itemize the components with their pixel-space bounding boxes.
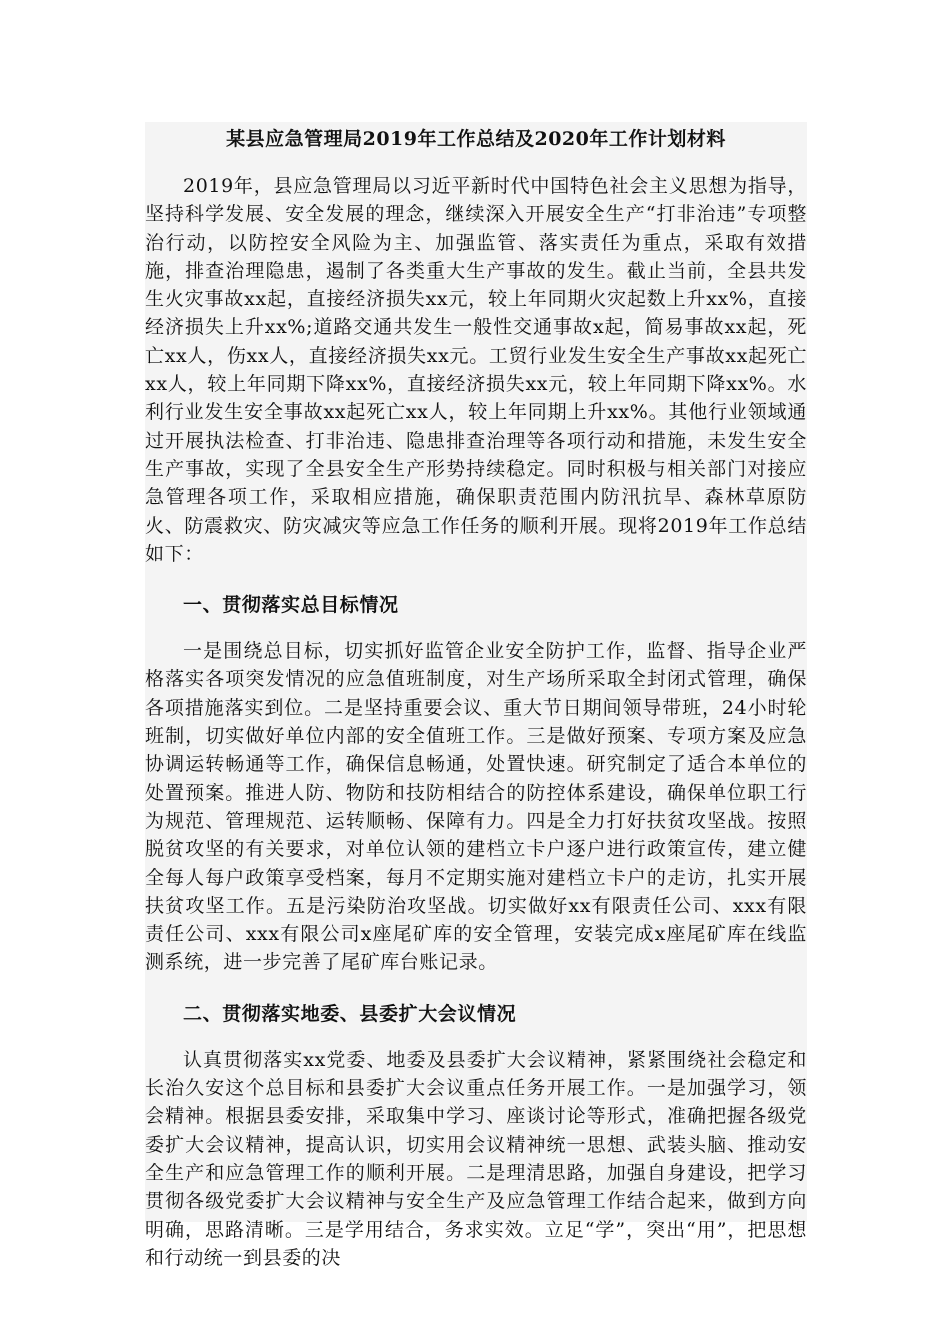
document-body: [145, 124, 807, 1272]
section-heading-1: 一、贯彻落实总目标情况: [183, 594, 399, 617]
document-title: 某县应急管理局2019年工作总结及2020年工作计划材料: [226, 128, 726, 150]
section-heading-2: 二、贯彻落实地委、县委扩大会议情况: [183, 1002, 517, 1025]
section-body-2: 认真贯彻落实xx党委、地委及县委扩大会议精神，紧紧围绕社会稳定和长治久安这个总目标和县委扩大会议重点任务开展工作。一是加强学习，领会精神。根据县委安排，采取集中学习、座谈讨论等形式，准确把握各级党委扩大会议精神，提高认识，切实用会议精神统一思想、武装头脑、推动安全生产和应急管理工作的顺利开展。二是理清思路，加强自身建设，把学习贯彻各级党委扩大会议精神与安全生产及应急管理工作结合起来，做到方向明确，思路清晰。三是学用结合，务求实效。立足“学”，突出“用”，把思想和行动统一到县委的决: [145, 1048, 807, 1269]
intro-paragraph: 2019年，县应急管理局以习近平新时代中国特色社会主义思想为指导，坚持科学发展、安全发展的理念，继续深入开展安全生产“打非治违”专项整治行动，以防控安全风险为主、加强监管、落实责任为重点，采取有效措施，排查治理隐患，遏制了各类重大生产事故的发生。截止当前，全县共发生火灾事故xx起，直接经济损失xx元，较上年同期火灾起数上升xx%，直接经济损失上升xx%;道路交通共发生一般性交通事故x起，简易事故xx起，死亡xx人，伤xx人，直接经济损失xx元。工贸行业发生安全生产事故xx起死亡xx人，较上年同期下降xx%，直接经济损失xx元，较上年同期下降xx%。水利行业发生安全事故xx起死亡xx人，较上年同期上升xx%。其他行业领域通过开展执法检查、打非治违、隐患排查治理等各项行动和措施，未发生安全生产事故，实现了全县安全生产形势持续稳定。同时积极与相关部门对接应急管理各项工作，采取相应措施，确保职责范围内防汛抗旱、森林草原防火、防震救灾、防灾减灾等应急工作任务的顺利开展。现将2019年工作总结如下：: [145, 175, 807, 565]
section-body-1: 一是围绕总目标，切实抓好监管企业安全防护工作，监督、指导企业严格落实各项突发情况的应急值班制度，对生产场所采取全封闭式管理，确保各项措施落实到位。二是坚持重要会议、重大节日期间领导带班，24小时轮班制，切实做好单位内部的安全值班工作。三是做好预案、专项方案及应急协调运转畅通等工作，确保信息畅通，处置快速。研究制定了适合本单位的处置预案。推进人防、物防和技防相结合的防控体系建设，确保单位职工行为规范、管理规范、运转顺畅、保障有力。四是全力打好扶贫攻坚战。按照脱贫攻坚的有关要求，对单位认领的建档立卡户逐户进行政策宣传，建立健全每人每户政策享受档案，每月不定期实施对建档立卡户的走访，扎实开展扶贫攻坚工作。五是污染防治攻坚战。切实做好xx有限责任公司、xxx有限责任公司、xxx有限公司x座尾矿库的安全管理，安装完成x座尾矿库在线监测系统，进一步完善了尾矿库台账记录。: [145, 640, 808, 974]
